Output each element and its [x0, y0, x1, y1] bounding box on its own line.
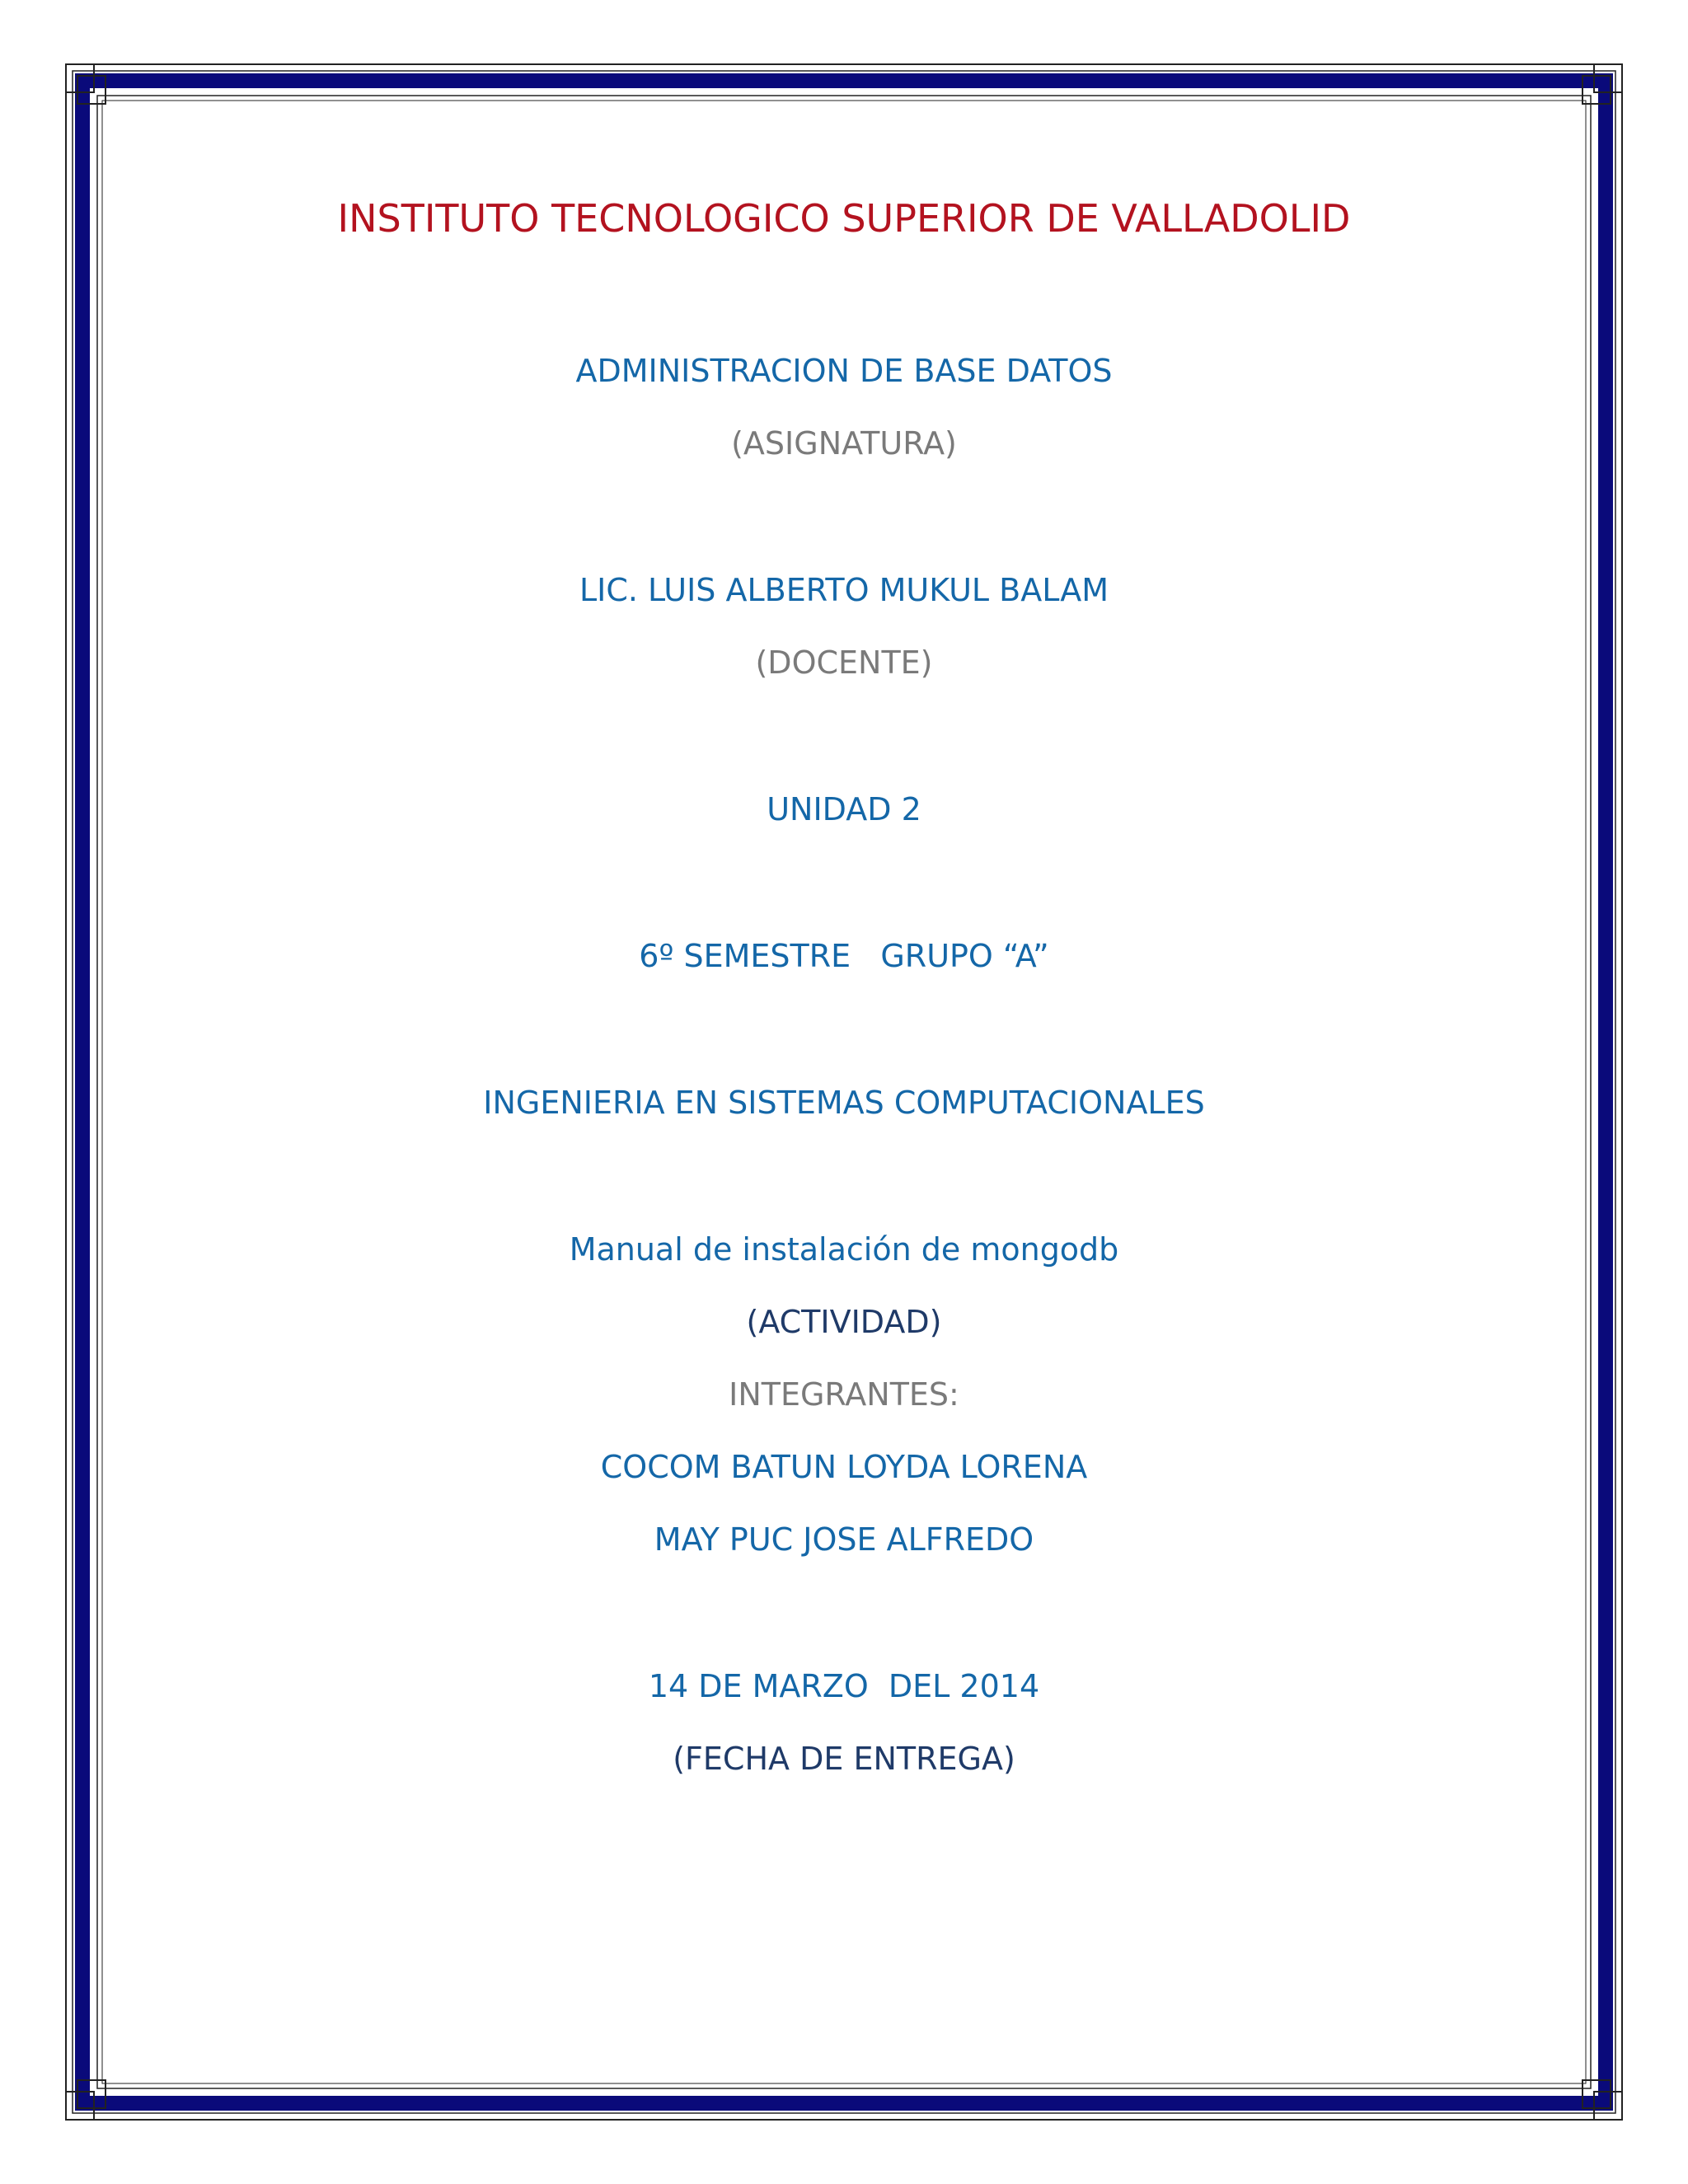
- subject-label: (ASIGNATURA): [731, 425, 957, 462]
- semester-group: 6º SEMESTRE GRUPO “A”: [639, 938, 1049, 974]
- institution-title: INSTITUTO TECNOLOGICO SUPERIOR DE VALLADOLID: [337, 196, 1351, 241]
- teacher-label: (DOCENTE): [755, 644, 933, 681]
- subject-name: ADMINISTRACION DE BASE DATOS: [575, 353, 1113, 389]
- activity-label: (ACTIVIDAD): [746, 1304, 942, 1340]
- teacher-name: LIC. LUIS ALBERTO MUKUL BALAM: [579, 572, 1109, 608]
- career-name: INGENIERIA EN SISTEMAS COMPUTACIONALES: [483, 1085, 1205, 1121]
- member-name: MAY PUC JOSE ALFREDO: [654, 1521, 1034, 1558]
- delivery-date-label: (FECHA DE ENTREGA): [673, 1741, 1015, 1777]
- unit-label: UNIDAD 2: [767, 791, 921, 827]
- member-name: COCOM BATUN LOYDA LORENA: [600, 1449, 1088, 1485]
- members-label: INTEGRANTES:: [729, 1376, 959, 1413]
- delivery-date: 14 DE MARZO DEL 2014: [648, 1668, 1040, 1704]
- activity-title: Manual de instalación de mongodb: [569, 1231, 1119, 1268]
